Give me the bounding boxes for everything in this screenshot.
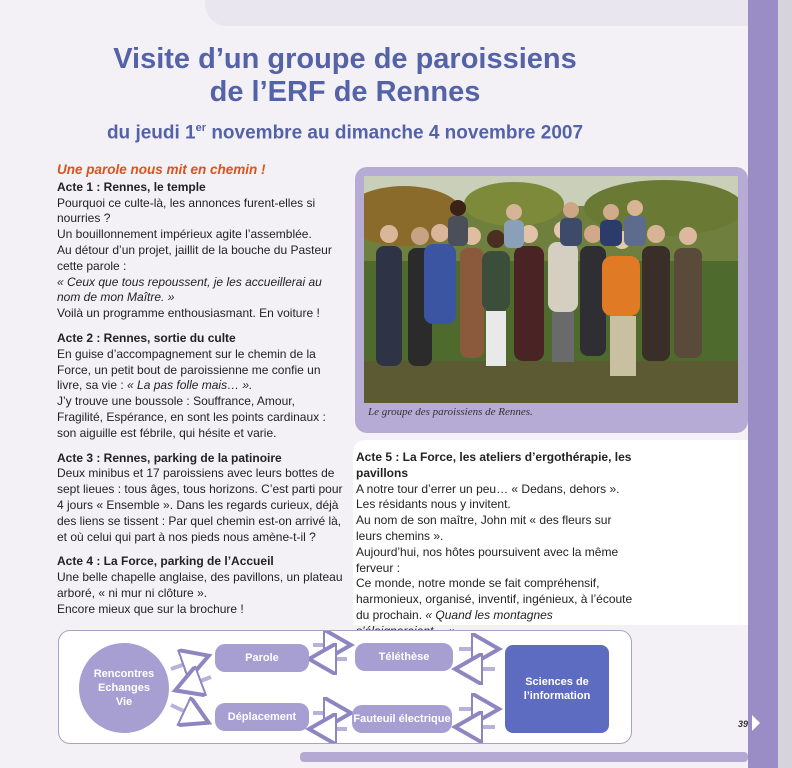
subtitle-sup: er (195, 122, 207, 134)
node-parole: Parole (215, 644, 309, 672)
act5-p4-text: Ce monde, notre monde se fait compréhensif, harmonieux, organisé, inventif, ingénieux, à l’écoute du prochain. (356, 576, 633, 622)
act1-p4: Voilà un programme enthousiasmant. En voiture ! (57, 306, 320, 321)
node-circle-line-2: Echanges (98, 682, 150, 694)
node-circle-line-1: Rencontres (93, 668, 155, 680)
node-deplacement: Déplacement (215, 703, 309, 731)
act1-p2: Un bouillonnement impérieux agite l’assemblée. (57, 227, 312, 242)
page-edge (778, 0, 792, 768)
act1-quote (57, 275, 344, 307)
act2-heading: Acte 2 : Rennes, sortie du culte (57, 330, 236, 345)
photo-caption: Le groupe des paroissiens de Rennes. (368, 406, 533, 418)
subtitle-suffix: novembre au dimanche 4 novembre 2007 (206, 122, 584, 144)
node-sciences-line-1: Sciences de (525, 676, 589, 688)
act2-p1-quote: « La pas folle mais… ». (127, 378, 253, 393)
act5-p4-quote: « Quand les montagnes (425, 607, 553, 622)
act5-p2: Au nom de son maître, John mit « des fleurs sur leurs chemins ». (356, 513, 612, 543)
left-column (57, 162, 344, 618)
diagram-box (58, 630, 632, 744)
act3-heading: Acte 3 : Rennes, parking de la patinoire (57, 450, 282, 465)
right-color-band (748, 0, 778, 768)
act4-heading: Acte 4 : La Force, parking de l’Accueil (57, 554, 274, 569)
act1-p3: Au détour d’un projet, jaillit de la bouche du Pasteur cette parole : (57, 242, 332, 273)
act3-p1: Deux minibus et 17 paroissiens avec leurs bottes de sept lieues : tous âges, tous horizons. C’est parti pour 4 jours « Ensemble ». Dans les regards curieux, déjà des liens se tissent : Par quel chemin est-on arrivé là, et où celui qui part à nos pieds nous amène-t-il ? (57, 466, 343, 544)
page-number-arrow (752, 715, 760, 731)
node-sciences-information (505, 645, 609, 733)
act5-p1: A notre tour d’errer un peu… « Dedans, dehors ». Les résidants nous y invitent. (356, 481, 620, 512)
page-number: 39 (738, 719, 749, 729)
title-line-1: Visite d’un groupe de paroissiens (113, 43, 577, 75)
act4-p1: Une belle chapelle anglaise, des pavillons, un plateau arboré, « ni mur ni clôture ». (57, 570, 343, 600)
node-sciences-line-2: l’information (523, 690, 591, 702)
act4-p2: Encore mieux que sur la brochure ! (57, 601, 244, 616)
act5-p3: Aujourd’hui, nos hôtes poursuivent avec la même ferveur : (356, 544, 619, 575)
act1-quote-text: « Ceux que tous repoussent, je les accueillerai au nom de mon Maître. » (57, 274, 322, 305)
act5-heading: Acte 5 : La Force, les ateliers d’ergothérapie, les pavillons (356, 450, 632, 480)
subtitle-prefix: du jeudi 1 (106, 122, 196, 144)
intro-heading: Une parole nous mit en chemin ! (57, 162, 266, 177)
act2-p1 (57, 347, 344, 394)
node-fauteuil-electrique: Fauteuil électrique (352, 705, 452, 733)
group-photo-illustration (364, 176, 738, 403)
bottom-decor-strip (300, 752, 748, 762)
node-circle-line-3: Vie (115, 696, 133, 708)
page-title (60, 43, 630, 109)
act1-heading: Acte 1 : Rennes, le temple (57, 179, 206, 194)
page-subtitle (60, 122, 630, 144)
act1-p1: Pourquoi ce culte-là, les annonces furent-elles si nourries ? (57, 195, 316, 226)
act2-p1-text: En guise d’accompagnement sur le chemin de la Force, un petit bout de paroissienne me confie un livre, sa vie : (57, 346, 321, 393)
right-column (356, 450, 636, 640)
title-line-2: de l’ERF de Rennes (209, 76, 481, 108)
node-rencontres-echanges-vie (79, 643, 169, 733)
top-decor-bar (205, 0, 748, 26)
node-telethese: Téléthèse (355, 643, 453, 671)
group-photo (364, 176, 738, 403)
act2-p2: J’y trouve une boussole : Souffrance, Amour, Fragilité, Espérance, en sont les points cardinaux : son aiguille est fébrile, qui hésite et varie. (57, 394, 326, 440)
